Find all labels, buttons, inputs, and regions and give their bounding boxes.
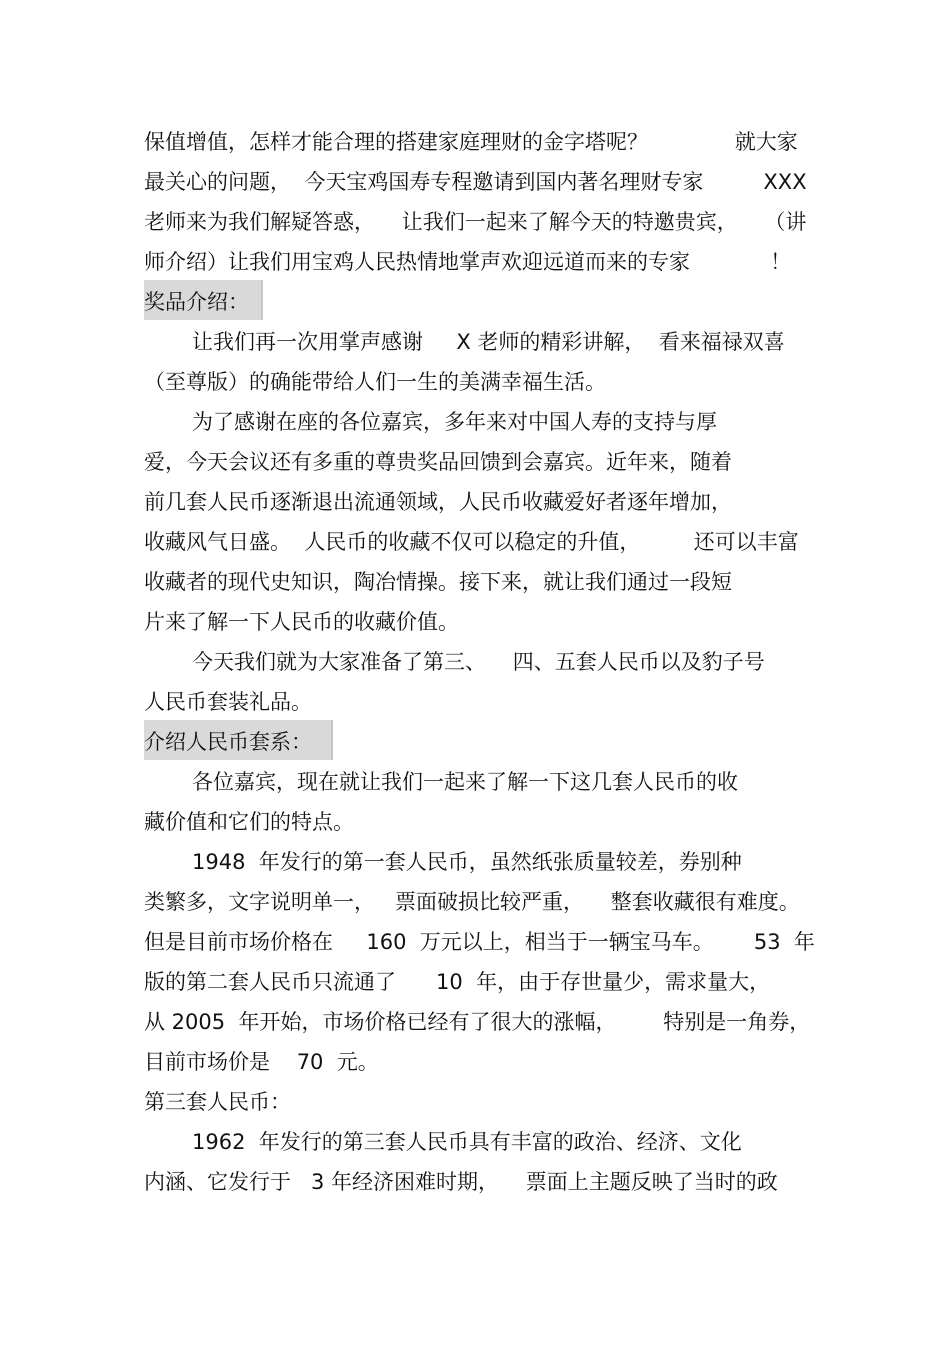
paragraph-line: 让我们再一次用掌声感谢 X 老师的精彩讲解， 看来福禄双喜 <box>192 330 785 354</box>
paragraph-line: 版的第二套人民币只流通了 10 年，由于存世量少，需求量大， <box>144 970 771 994</box>
paragraph-line: 但是目前市场价格在 160 万元以上，相当于一辆宝马车。 53 年 <box>144 930 815 954</box>
paragraph-line: 内涵、它发行于 3 年经济困难时期， 票面上主题反映了当时的政 <box>144 1170 778 1194</box>
paragraph-line: 老师来为我们解疑答惑， 让我们一起来了解今天的特邀贵宾， （讲 <box>144 210 807 234</box>
paragraph-line: 保值增值，怎样才能合理的搭建家庭理财的金字塔呢？ 就大家 <box>144 130 798 154</box>
paragraph-line: 爱，今天会议还有多重的尊贵奖品回馈到会嘉宾。近年来，随着 <box>144 450 732 474</box>
heading-highlight-edge <box>261 280 263 320</box>
paragraph-line: 1948 年发行的第一套人民币，虽然纸张质量较差，券别种 <box>192 850 742 874</box>
paragraph-line: 各位嘉宾，现在就让我们一起来了解一下这几套人民币的收 <box>192 770 738 794</box>
section-heading-prizes: 奖品介绍： <box>144 290 249 314</box>
paragraph-line: 收藏者的现代史知识，陶冶情操。接下来，就让我们通过一段短 <box>144 570 732 594</box>
paragraph-line: 为了感谢在座的各位嘉宾，多年来对中国人寿的支持与厚 <box>192 410 717 434</box>
paragraph-line: （至尊版）的确能带给人们一生的美满幸福生活。 <box>144 370 606 394</box>
paragraph-line: 目前市场价是 70 元。 <box>144 1050 379 1074</box>
paragraph-line: 片来了解一下人民币的收藏价值。 <box>144 610 459 634</box>
paragraph-line: 从 2005 年开始，市场价格已经有了很大的涨幅， 特别是一角券， <box>144 1010 811 1034</box>
paragraph-line: 最关心的问题， 今天宝鸡国寿专程邀请到国内著名理财专家 XXX <box>144 170 807 194</box>
section-heading-third-series: 第三套人民币： <box>144 1090 291 1114</box>
paragraph-line: 藏价值和它们的特点。 <box>144 810 354 834</box>
paragraph-line: 1962 年发行的第三套人民币具有丰富的政治、经济、文化 <box>192 1130 742 1154</box>
section-heading-rmb-series: 介绍人民币套系： <box>144 730 312 754</box>
paragraph-line: 收藏风气日盛。 人民币的收藏不仅可以稳定的升值， 还可以丰富 <box>144 530 799 554</box>
heading-highlight-edge <box>331 720 333 760</box>
paragraph-line: 今天我们就为大家准备了第三、 四、五套人民币以及豹子号 <box>192 650 765 674</box>
paragraph-line: 前几套人民币逐渐退出流通领域，人民币收藏爱好者逐年增加， <box>144 490 732 514</box>
paragraph-line: 人民币套装礼品。 <box>144 690 312 714</box>
paragraph-line: 师介绍）让我们用宝鸡人民热情地掌声欢迎远道而来的专家 ！ <box>144 250 792 274</box>
paragraph-line: 类繁多，文字说明单一， 票面破损比较严重， 整套收藏很有难度。 <box>144 890 800 914</box>
